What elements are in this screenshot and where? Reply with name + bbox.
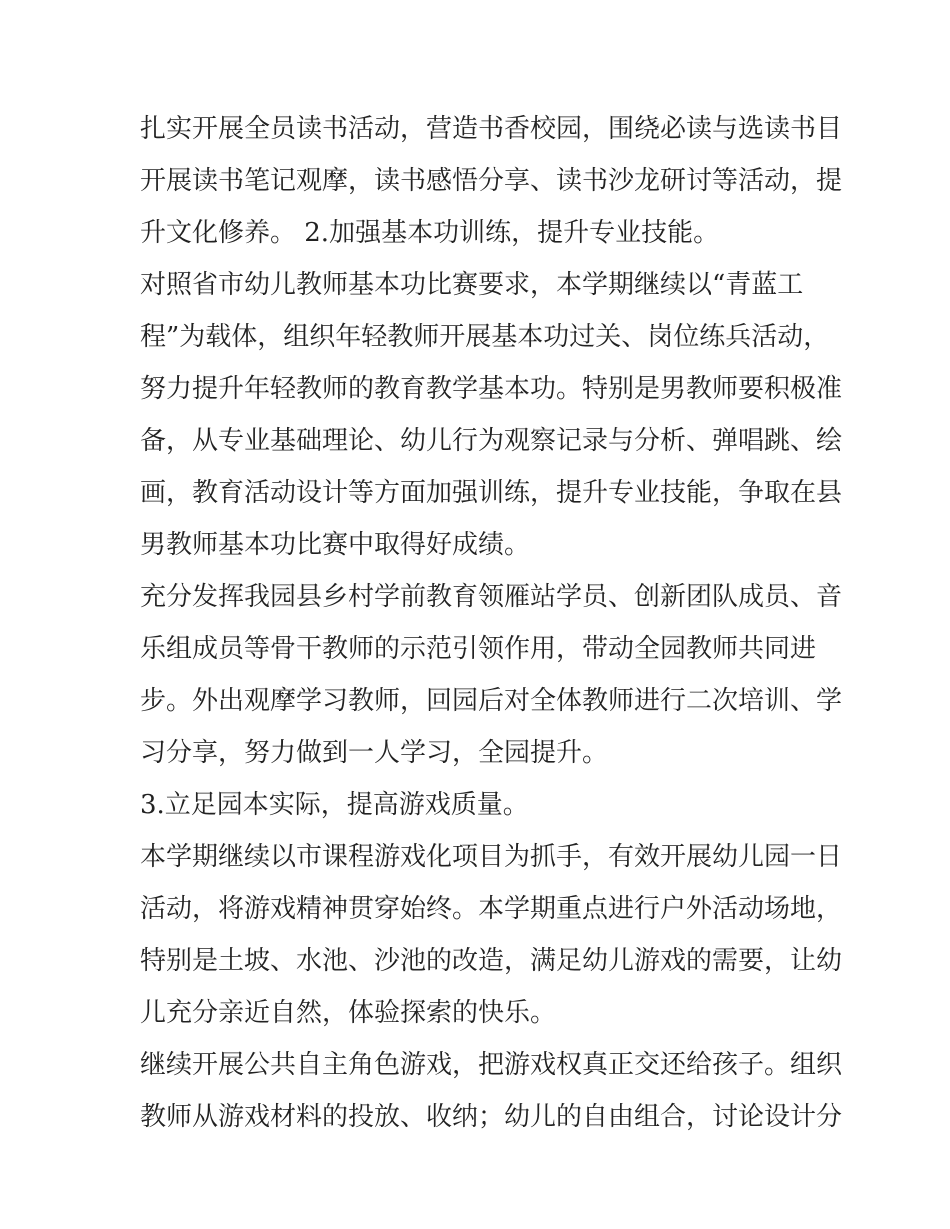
text-line: 程”为载体，组织年轻教师开展基本功过关、岗位练兵活动， xyxy=(140,322,830,352)
text-line: 对照省市幼儿教师基本功比赛要求，本学期继续以“青蓝工 xyxy=(140,270,804,300)
text-line: 扎实开展全员读书活动，营造书香校园，围绕必读与选读书目 xyxy=(140,114,843,144)
text-line: 习分享，努力做到一人学习，全园提升。 xyxy=(140,738,609,768)
document-body xyxy=(140,103,843,1143)
text-line: 男教师基本功比赛中取得好成绩。 xyxy=(140,530,531,560)
text-line: 活动，将游戏精神贯穿始终。本学期重点进行户外活动场地， xyxy=(140,894,843,924)
text-line: 特别是土坡、水池、沙池的改造，满足幼儿游戏的需要，让幼 xyxy=(140,946,843,976)
text-line: 儿充分亲近自然，体验探索的快乐。 xyxy=(140,998,557,1028)
text-line: 升文化修养。 2.加强基本功训练，提升专业技能。 xyxy=(140,218,720,248)
text-line: 充分发挥我园县乡村学前教育领雁站学员、创新团队成员、音 xyxy=(140,582,843,612)
text-line: 继续开展公共自主角色游戏，把游戏权真正交还给孩子。组织 xyxy=(140,1050,843,1080)
text-line: 努力提升年轻教师的教育教学基本功。特别是男教师要积极准 xyxy=(140,374,843,404)
text-line: 步。外出观摩学习教师，回园后对全体教师进行二次培训、学 xyxy=(140,686,843,716)
text-line: 教师从游戏材料的投放、收纳；幼儿的自由组合，讨论设计分 xyxy=(140,1102,843,1132)
text-line: 开展读书笔记观摩，读书感悟分享、读书沙龙研讨等活动，提 xyxy=(140,166,843,196)
text-line: 乐组成员等骨干教师的示范引领作用，带动全园教师共同进 xyxy=(140,634,817,664)
text-line: 3.立足园本实际，提高游戏质量。 xyxy=(140,790,529,820)
text-line: 备，从专业基础理论、幼儿行为观察记录与分析、弹唱跳、绘 xyxy=(140,426,843,456)
text-line: 本学期继续以市课程游戏化项目为抓手，有效开展幼儿园一日 xyxy=(140,842,843,872)
text-line: 画，教育活动设计等方面加强训练，提升专业技能，争取在县 xyxy=(140,478,843,508)
